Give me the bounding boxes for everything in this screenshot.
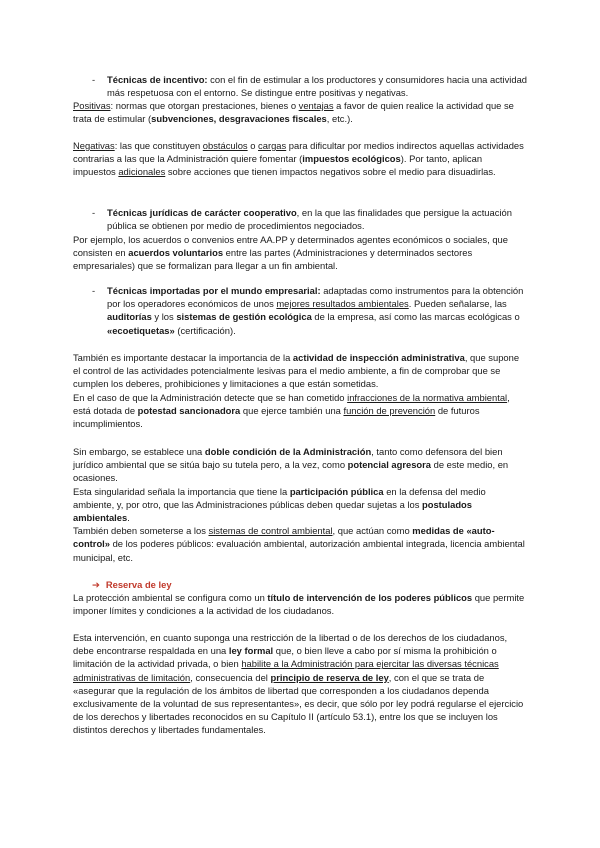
text: , que supone el control de las actividades potencialmente lesivas para el medio ambiente, a fin de comprobar que se cumplen los deberes, prohibiciones y limitaciones a que están sometidas. <box>73 352 520 390</box>
incentive-techniques-item <box>107 73 527 99</box>
bullet-dash: - <box>92 74 96 85</box>
text: Sin embargo, se establece una <box>73 446 205 457</box>
bold: sistemas de gestión ecológica <box>176 311 312 323</box>
text: . Pueden señalarse, las <box>408 298 507 310</box>
bold: doble condición de la Administración <box>204 446 372 457</box>
text: , consecuencia del <box>190 671 271 683</box>
text: En el caso de que la Administración detecte que se han cometido <box>73 391 348 403</box>
text: a favor de quien realice la actividad que se trata de estimular ( <box>73 100 514 125</box>
term: Técnicas jurídicas de carácter cooperativo <box>107 207 297 218</box>
text: adaptadas como instrumentos para la obtención por los operadores económicos de unos <box>107 285 524 310</box>
bold: potestad sancionadora <box>137 404 241 416</box>
bold: auditorías <box>107 311 152 323</box>
bold: potencial agresora <box>347 459 432 471</box>
text: Esta singularidad señala la importancia que tiene la <box>73 485 290 497</box>
text: con el fin de estimular a los productores y consumidores hacia una actividad más respetuosa con el entorno. Se distingue entre positivas y negativas. <box>107 74 528 99</box>
text: y los <box>151 311 177 323</box>
underlined: adicionales <box>118 166 166 178</box>
bold: postulados ambientales <box>73 498 473 524</box>
text: sobre acciones que tienen impactos negativos sobre el medio para disuadirlas. <box>165 166 496 178</box>
text: de los poderes públicos: evaluación ambiental, autorización ambiental integrada, licencia ambiental municipal, etc. <box>73 538 525 563</box>
text: , está dotada de <box>73 391 510 416</box>
positive-paragraph <box>73 99 525 125</box>
underlined: obstáculos <box>202 140 248 151</box>
text: La protección ambiental se configura como un <box>73 592 268 603</box>
bold: «ecoetiquetas» <box>107 324 175 336</box>
business-techniques-item <box>107 284 527 337</box>
arrow-right-icon: ➔ <box>92 579 100 590</box>
bold: participación pública <box>289 485 384 497</box>
text: que, o bien lleve a cabo por sí misma la prohibición o limitación de la actividad privada, o bien <box>73 645 497 670</box>
underlined: función de prevención <box>343 404 436 416</box>
inspection-paragraph <box>73 351 525 430</box>
bullet-dash: - <box>92 285 96 296</box>
text: (certificación). <box>174 324 236 336</box>
text: o <box>247 140 259 151</box>
text: : las que constituyen <box>114 140 203 151</box>
bold: ley formal <box>228 645 274 657</box>
text: Esta intervención, en cuanto suponga una restricción de la libertad o de los derechos de los ciudadanos, debe encontrarse respaldada en una <box>73 632 508 657</box>
text: , tanto como defensora del bien jurídico ambiental que se sitúa bajo su tutela pero, a la vez, como <box>73 446 503 471</box>
bold: impuestos ecológicos <box>302 153 401 165</box>
underlined: mejores resultados ambientales <box>276 298 409 310</box>
text: entre las partes (Administraciones y determinados sectores empresariales) que se formalizan para llegar a un fin ambiental. <box>73 247 473 272</box>
text: También deben someterse a los <box>73 525 209 537</box>
text: que ejerce también una <box>240 404 344 416</box>
positive-label: Positivas <box>73 100 111 111</box>
double-condition-paragraph <box>73 445 525 564</box>
bold: título de intervención de los poderes públicos <box>267 592 473 603</box>
example-paragraph <box>73 233 525 273</box>
underlined: principio de reserva de ley <box>270 671 389 683</box>
negative-label: Negativas <box>73 140 115 151</box>
intervention-paragraph <box>73 631 525 737</box>
text: de futuros incumplimientos. <box>73 404 480 430</box>
section-heading <box>92 578 512 591</box>
text: de la empresa, así como las marcas ecológicas o <box>311 311 520 323</box>
bullet-dash: - <box>92 207 96 218</box>
cooperative-techniques-item <box>107 206 527 232</box>
text: de este medio, en ocasiones. <box>73 459 509 484</box>
bold: medidas de «auto-control» <box>73 525 495 550</box>
bold: actividad de inspección administrativa <box>292 352 465 363</box>
text: que permite imponer límites y condiciones a la actividad de los ciudadanos. <box>73 592 525 617</box>
term: Técnicas importadas por el mundo empresarial: <box>107 285 321 296</box>
text: . <box>127 512 130 524</box>
text: , etc.). <box>326 113 353 125</box>
bold: subvenciones, desgravaciones fiscales <box>151 113 327 125</box>
text: para dificultar por medios indirectos aquellas actividades contrarias a las que la Administración quiere fomentar ( <box>73 140 524 165</box>
underlined: infracciones de la normativa ambiental <box>347 391 508 403</box>
text: , que actúan como <box>332 525 413 537</box>
text: en la defensa del medio ambiente, y, por otro, que las Administraciones públicas deben quedar sujetas a los <box>73 485 486 510</box>
text: Por ejemplo, los acuerdos o convenios entre AA.PP y determinados agentes económicos o sociales, que consisten en <box>73 234 508 259</box>
text: ). Por tanto, aplican impuestos <box>73 153 483 178</box>
bold-underlined <box>271 672 389 683</box>
underlined: cargas <box>258 140 287 151</box>
protection-paragraph <box>73 591 525 617</box>
text: , con el que se trata de «asegurar que la regulación de los ámbitos de libertad que corresponden a los ciudadanos dependa exclusivamente de la voluntad de sus representantes», es decir, que sólo por ley podrá regularse el ejercicio de los derechos y libertades reconocidos en su Capítulo II (artículo 53.1), entre los que se incluyen los distintos derechos y libertades fundamentales. <box>73 671 524 736</box>
term: Técnicas de incentivo: <box>107 74 208 85</box>
underlined: ventajas <box>298 100 334 111</box>
text: , en la que las finalidades que persigue la actuación pública se obtienen por medio de procedimientos negociados. <box>107 207 512 232</box>
underlined: sistemas de control ambiental <box>208 525 333 537</box>
text: También es importante destacar la importancia de la <box>73 352 293 363</box>
underlined: habilite a la Administración para ejercitar las diversas técnicas administrativas de limitación <box>73 658 499 683</box>
negative-paragraph <box>73 139 525 179</box>
text: : normas que otorgan prestaciones, bienes o <box>110 100 299 111</box>
bold: acuerdos voluntarios <box>128 247 224 259</box>
section-title: Reserva de ley <box>105 579 172 590</box>
